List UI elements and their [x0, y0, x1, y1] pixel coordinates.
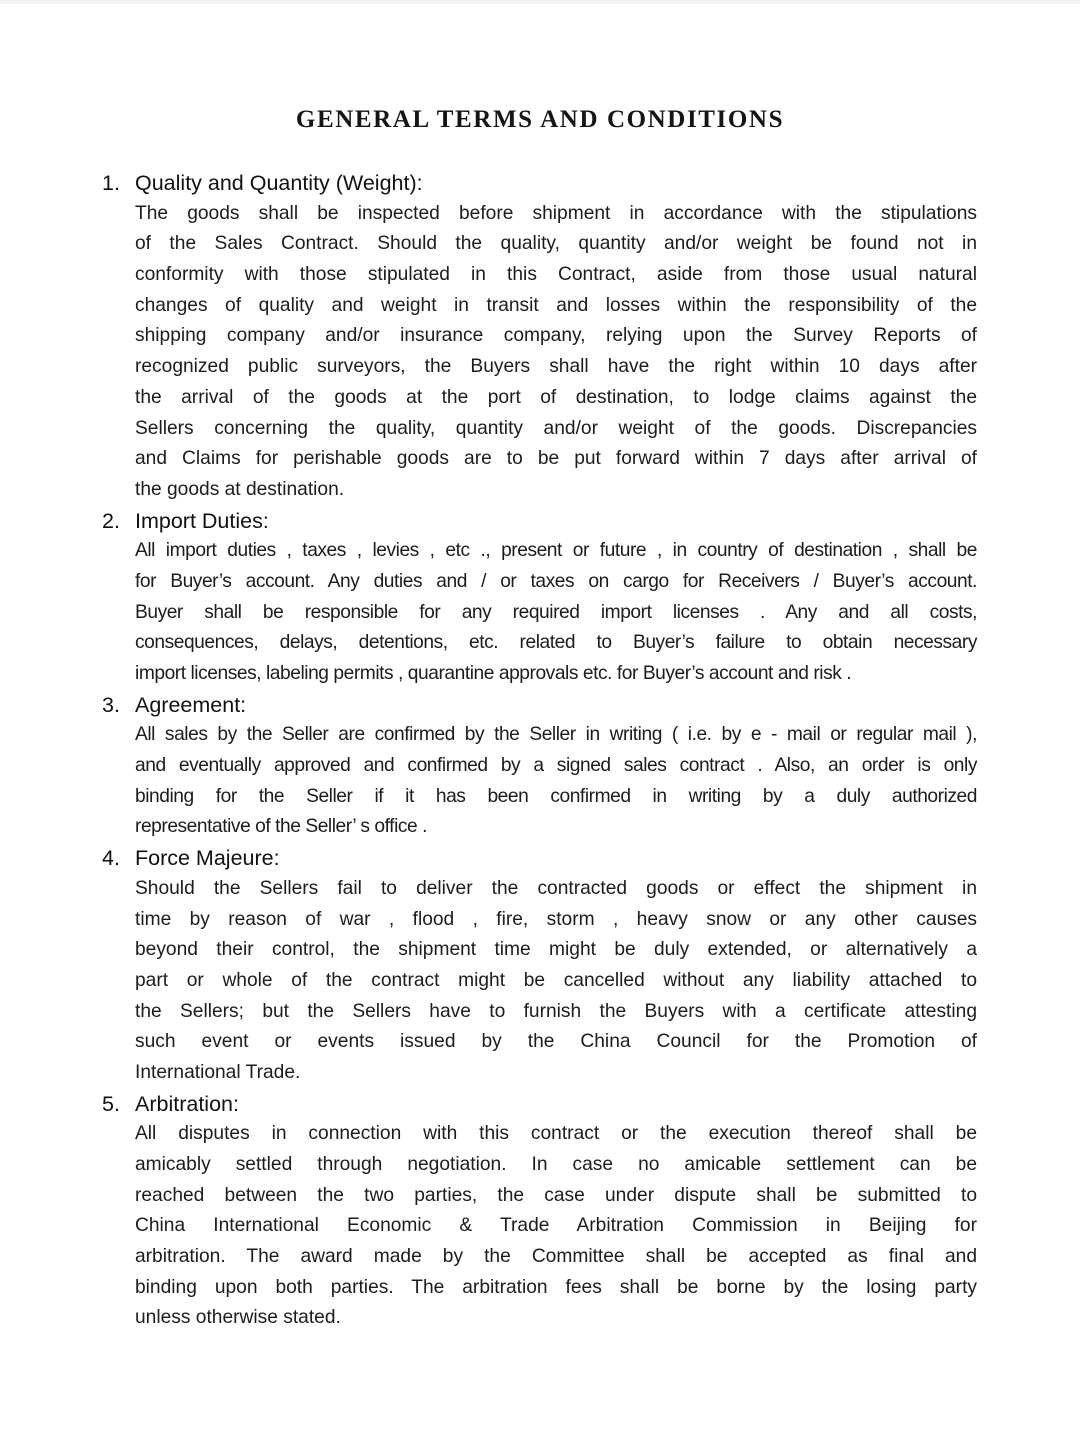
- section-number: 4.: [102, 846, 120, 871]
- terms-sections: [102, 168, 978, 1334]
- paragraph-line: recognized public surveyors, the Buyers shall have the right within 10 days after: [135, 356, 977, 378]
- paragraph-line: Should the Sellers fail to deliver the contracted goods or effect the shipment in: [135, 877, 977, 899]
- paragraph-line: International Trade.: [135, 1061, 301, 1083]
- section-heading: [102, 506, 978, 537]
- section-heading: [102, 843, 978, 874]
- paragraph-line: import licenses, labeling permits , quarantine approvals etc. for Buyer’s account and risk .: [135, 663, 852, 684]
- section-body: [135, 536, 977, 689]
- paragraph-line: conformity with those stipulated in this Contract, aside from those usual natural: [135, 264, 977, 286]
- paragraph-line: All sales by the Seller are confirmed by the Seller in writing ( i.e. by e - mail or regular mail ),: [135, 724, 977, 746]
- page-top-border: [0, 0, 1080, 4]
- section-5: [102, 1089, 978, 1335]
- section-4: [102, 843, 978, 1089]
- section-3: [102, 690, 978, 843]
- paragraph-line: for Buyer’s account. Any duties and / or taxes on cargo for Receivers / Buyer’s account.: [135, 570, 977, 592]
- section-number: 1.: [102, 171, 120, 195]
- section-number: 2.: [102, 508, 120, 533]
- section-heading: [102, 690, 978, 721]
- section-body: [135, 199, 977, 506]
- paragraph-line: such event or events issued by the China Council for the Promotion of: [135, 1031, 977, 1053]
- paragraph-line: amicably settled through negotiation. In case no amicable settlement can be: [135, 1154, 977, 1175]
- paragraph-line: arbitration. The award made by the Committee shall be accepted as final and: [135, 1246, 977, 1268]
- section-heading-text: Agreement:: [135, 692, 247, 717]
- paragraph-line: time by reason of war , flood , fire, storm , heavy snow or any other causes: [135, 908, 977, 930]
- paragraph-line: Buyer shall be responsible for any required import licenses . Any and all costs,: [135, 601, 977, 623]
- paragraph-line: changes of quality and weight in transit and losses within the responsibility of the: [135, 294, 977, 316]
- paragraph-line: and Claims for perishable goods are to be put forward within 7 days after arrival of: [135, 448, 977, 470]
- paragraph-line: binding for the Seller if it has been confirmed in writing by a duly authorized: [135, 785, 977, 807]
- paragraph-line: shipping company and/or insurance company, relying upon the Survey Reports of: [135, 325, 977, 347]
- paragraph-line: All disputes in connection with this contract or the execution thereof shall be: [135, 1123, 977, 1145]
- paragraph-line: of the Sales Contract. Should the quality, quantity and/or weight be found not in: [135, 233, 977, 255]
- paragraph-line: binding upon both parties. The arbitration fees shall be borne by the losing party: [135, 1276, 977, 1298]
- paragraph-line: the arrival of the goods at the port of destination, to lodge claims against the: [135, 386, 977, 408]
- paragraph-line: All import duties , taxes , levies , etc ., present or future , in country of destination , shall be: [135, 540, 977, 562]
- paragraph-line: beyond their control, the shipment time might be duly extended, or alternatively a: [135, 939, 977, 961]
- paragraph-line: unless otherwise stated.: [135, 1307, 341, 1329]
- section-number: 5.: [102, 1091, 120, 1116]
- document-title: GENERAL TERMS AND CONDITIONS: [295, 106, 785, 133]
- section-heading: [102, 168, 978, 199]
- section-body: [135, 1119, 977, 1334]
- paragraph-line: The goods shall be inspected before shipment in accordance with the stipulations: [135, 202, 977, 224]
- section-heading-text: Import Duties:: [135, 508, 269, 533]
- paragraph-line: Sellers concerning the quality, quantity and/or weight of the goods. Discrepancies: [135, 417, 977, 439]
- section-1: [102, 168, 978, 506]
- section-number: 3.: [102, 692, 120, 717]
- paragraph-line: representative of the Seller’ s office .: [135, 816, 428, 838]
- paragraph-line: and eventually approved and confirmed by a signed sales contract . Also, an order is only: [135, 755, 977, 777]
- paragraph-line: the Sellers; but the Sellers have to furnish the Buyers with a certificate attesting: [135, 1000, 977, 1022]
- section-heading-text: Quality and Quantity (Weight):: [135, 171, 423, 195]
- paragraph-line: part or whole of the contract might be cancelled without any liability attached to: [135, 969, 977, 991]
- section-heading-text: Force Majeure:: [135, 846, 280, 871]
- section-heading: [102, 1089, 978, 1120]
- section-body: [135, 874, 977, 1089]
- section-heading-text: Arbitration:: [135, 1091, 239, 1116]
- paragraph-line: reached between the two parties, the case under dispute shall be submitted to: [135, 1184, 977, 1206]
- section-body: [135, 720, 977, 843]
- paragraph-line: China International Economic & Trade Arbitration Commission in Beijing for: [135, 1215, 977, 1237]
- section-2: [102, 506, 978, 690]
- paragraph-line: consequences, delays, detentions, etc. related to Buyer’s failure to obtain necessary: [135, 632, 977, 654]
- paragraph-line: the goods at destination.: [135, 478, 345, 500]
